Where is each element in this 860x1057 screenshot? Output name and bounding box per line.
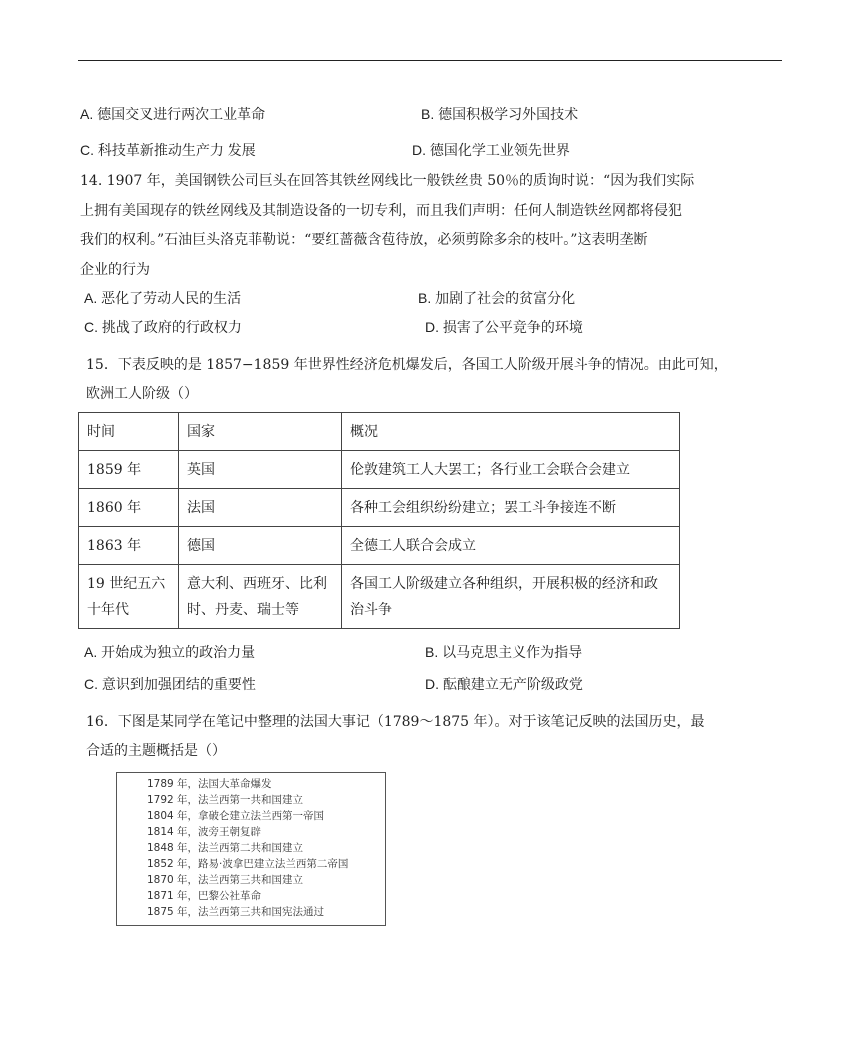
q16-stem-line: 16．下图是某同学在笔记中整理的法国大事记（1789～1875 年）。对于该笔记反映的法国历史，最 (86, 714, 705, 730)
q13-option-d[interactable]: D. 德国化学工业领先世界 (412, 142, 570, 158)
table-cell: 意大利、西班牙、比利时、丹麦、瑞士等 (179, 565, 342, 629)
q13-option-a[interactable]: A. 德国交叉进行两次工业革命 (80, 106, 266, 122)
table-row (79, 489, 680, 527)
note-line: 1792 年，法兰西第一共和国建立 (147, 794, 304, 806)
note-line: 1871 年，巴黎公社革命 (147, 890, 262, 902)
table-cell: 19 世纪五六十年代 (79, 565, 179, 629)
q14-option-b[interactable]: B. 加剧了社会的贫富分化 (418, 290, 576, 306)
q15-stem-line: 15．下表反映的是 1857−1859 年世界性经济危机爆发后，各国工人阶级开展斗争的情况。由此可知， (86, 357, 728, 373)
header-rule (78, 60, 782, 61)
q13-option-c[interactable]: C. 科技革新推动生产力 发展 (80, 142, 256, 158)
q14-option-c[interactable]: C. 挑战了政府的行政权力 (84, 319, 242, 335)
q15-option-b[interactable]: B. 以马克思主义作为指导 (425, 644, 583, 660)
q13-option-b[interactable]: B. 德国积极学习外国技术 (421, 106, 579, 122)
table-cell: 各种工会组织纷纷建立；罢工斗争接连不断 (342, 489, 680, 527)
q14-stem-line: 企业的行为 (80, 262, 150, 278)
notes-figure (116, 772, 386, 926)
table-cell: 各国工人阶级建立各种组织，开展积极的经济和政治斗争 (342, 565, 680, 629)
q15-option-d[interactable]: D. 酝酿建立无产阶级政党 (425, 676, 583, 692)
note-line: 1804 年，拿破仑建立法兰西第一帝国 (147, 810, 325, 822)
table-cell: 1863 年 (79, 527, 179, 565)
q14-stem-line: 上拥有美国现存的铁丝网线及其制造设备的一切专利，而且我们声明：任何人制造铁丝网都将侵犯 (80, 203, 682, 219)
q14-stem-line: 14. 1907 年，美国钢铁公司巨头在回答其铁丝网线比一般铁丝贵 50％的质询时说：“因为我们实际 (80, 173, 695, 189)
events-table (78, 412, 680, 629)
q14-option-a[interactable]: A. 恶化了劳动人民的生活 (84, 290, 242, 306)
table-header-cell: 概况 (342, 413, 680, 451)
table-cell: 1860 年 (79, 489, 179, 527)
table-cell: 全德工人联合会成立 (342, 527, 680, 565)
table-cell: 英国 (179, 451, 342, 489)
note-line: 1852 年，路易·波拿巴建立法兰西第二帝国 (147, 858, 349, 870)
table-row (79, 527, 680, 565)
table-cell: 法国 (179, 489, 342, 527)
q14-option-d[interactable]: D. 损害了公平竞争的环境 (425, 319, 583, 335)
note-line: 1814 年，波旁王朝复辟 (147, 826, 262, 838)
table-header-cell: 国家 (179, 413, 342, 451)
q15-stem-line: 欧洲工人阶级（） (86, 386, 198, 402)
q14-stem-line: 我们的权利。”石油巨头洛克菲勒说：“要红蔷薇含苞待放，必须剪除多余的枝叶。”这表明垄断 (80, 232, 648, 248)
note-line: 1789 年，法国大革命爆发 (147, 778, 272, 790)
note-line: 1875 年，法兰西第三共和国宪法通过 (147, 906, 325, 918)
table-row (79, 565, 680, 629)
table-header-row (79, 413, 680, 451)
table-cell: 1859 年 (79, 451, 179, 489)
note-line: 1848 年，法兰西第二共和国建立 (147, 842, 304, 854)
q15-option-c[interactable]: C. 意识到加强团结的重要性 (84, 676, 256, 692)
table-row (79, 451, 680, 489)
table-header-cell: 时间 (79, 413, 179, 451)
note-line: 1870 年，法兰西第三共和国建立 (147, 874, 304, 886)
table-cell: 伦敦建筑工人大罢工；各行业工会联合会建立 (342, 451, 680, 489)
table-cell: 德国 (179, 527, 342, 565)
q16-stem-line: 合适的主题概括是（） (86, 743, 226, 759)
q15-option-a[interactable]: A. 开始成为独立的政治力量 (84, 644, 256, 660)
